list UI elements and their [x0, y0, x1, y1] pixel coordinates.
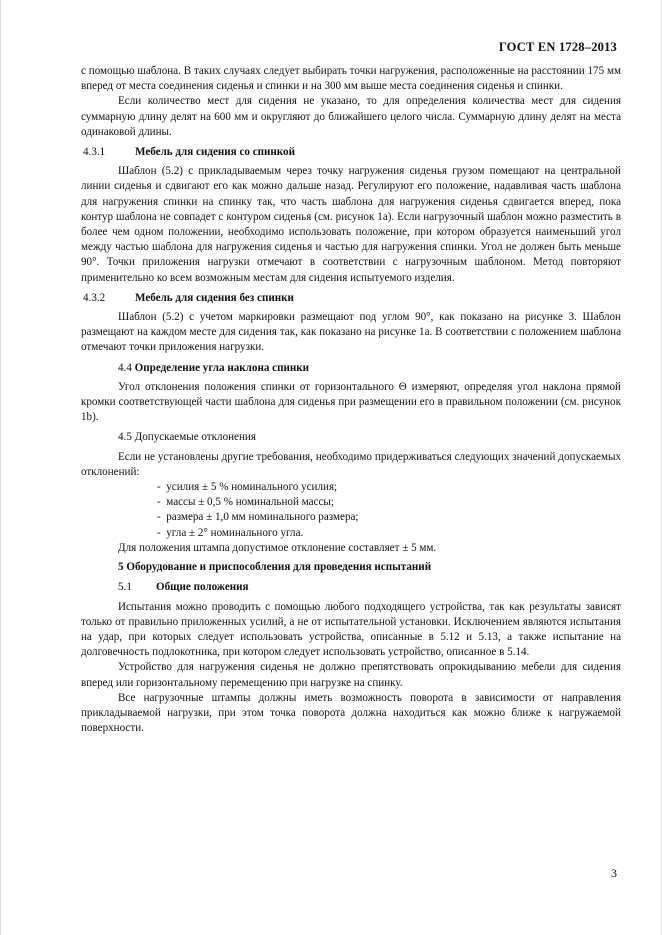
paragraph-back-angle: Угол отклонения положения спинки от горизонтального Θ измеряют, определяя угол наклона прямой кромки соответствующей части шаблона для сиденья при размещении его в правильном положении (см. рисунок 1b). — [81, 380, 621, 424]
heading-number: 4.3.1 — [83, 146, 106, 159]
paragraph-seat-loading-device: Устройство для нагружения сиденья не должно препятствовать опрокидыванию мебели для сидения вперед или горизонтальному перемещению при нагрузке на спинку. — [81, 661, 621, 689]
heading-title: Определение угла наклона спинки — [134, 361, 310, 374]
heading-4-3-1 — [81, 145, 621, 160]
paragraph-template-without-back: Шаблон (5.2) с учетом маркировки размещают под углом 90°, как показано на рисунке 3. Шаблон размещают на каждом месте для сидения так, как показано на рисунке 1а. В соответствии с положением шаблона отмечают точки приложения нагрузки. — [81, 311, 621, 354]
list-item: - массы ± 0,5 % номинальной массы; — [157, 495, 621, 510]
heading-title: Мебель для сидения со спинкой — [135, 146, 295, 159]
paragraph-template-with-back: Шаблон (5.2) с прикладываемым через точку нагружения сиденья грузом помещают на центральной линии сиденья и сдвигают его как можно дальше назад. Регулируют его положение, надавливая часть шаблона для нагружения спинки на спинку так, что часть шаблона для нагружения сиденья сдвигается вперед, пока контур шаблона не совпадет с контуром сиденья (см. рисунок 1а). Если нагрузочный шаблон можно разместить в более чем одном положении, необходимо использовать положение, при котором образуется наименьший угол между частью шаблона для нагружения сиденья и частью для нагружения спинки. Угол не должен быть меньше 90°. Точки приложения нагрузки отмечают в соответствии с нагрузочным шаблоном. Метод повторяют применительно ко всем возможным местам для сидения испытуемого изделия. — [81, 165, 621, 284]
list-item: - угла ± 2° номинального угла. — [157, 526, 621, 541]
heading-number: 5.1 — [118, 581, 132, 594]
heading-number: 4.3.2 — [83, 291, 106, 304]
heading-5-1 — [81, 580, 621, 595]
paragraph-load-points: с помощью шаблона. В таких случаях следует выбирать точки нагружения, расположенные на расстоянии 175 мм вперед от места соединения сиденья и спинки и на 300 мм выше места соединения сиденья и спинки. — [81, 65, 621, 93]
paragraph-equipment: Испытания можно проводить с помощью любого подходящего устройства, так как результаты зависят только от правильно приложенных усилий, а не от испытательной установки. Исключением являются испытания на удар, при которых следует использовать устройства, описанные в 5.12 и 5.13, а также испытание на долговечность подлокотника, при котором следует использовать устройство, описанное в 5.14. — [81, 600, 621, 659]
heading-4-4 — [81, 361, 621, 376]
heading-title: Мебель для сидения без спинки — [135, 291, 294, 304]
section-5-heading: 5 Оборудование и приспособления для проведения испытаний — [118, 561, 432, 574]
paragraph-stamp-tolerance: Для положения штампа допустимое отклонение составляет ± 5 мм. — [118, 541, 437, 554]
heading-4-3-2 — [81, 291, 621, 306]
paragraph-seat-count: Если количество мест для сидения не указано, то для определения количества мест для сидения суммарную длину делят на 600 мм и округляют до ближайшего целого числа. Суммарную длину делят на места одинаковой длины. — [81, 95, 621, 138]
standard-header: ГОСТ EN 1728–2013 — [498, 40, 617, 54]
page-content — [81, 64, 621, 736]
paragraph-tolerances-intro: Если не установлены другие требования, необходимо придерживаться следующих значений допускаемых отклонений: — [81, 450, 621, 478]
page-number: 3 — [611, 866, 617, 880]
heading-number: 4.4 — [118, 361, 132, 374]
heading-4-5: 4.5 Допускаемые отклонения — [118, 431, 256, 444]
list-item: - размера ± 1,0 мм номинального размера; — [157, 510, 621, 525]
heading-title: Общие положения — [156, 581, 249, 594]
paragraph-load-pads: Все нагрузочные штампы должны иметь возможность поворота в зависимости от направления прикладываемой нагрузки, при этом точка поворота должна находиться как можно ближе к нагружаемой поверхности. — [81, 691, 621, 735]
tolerance-list — [81, 480, 621, 541]
list-item: - усилия ± 5 % номинального усилия; — [157, 480, 621, 495]
